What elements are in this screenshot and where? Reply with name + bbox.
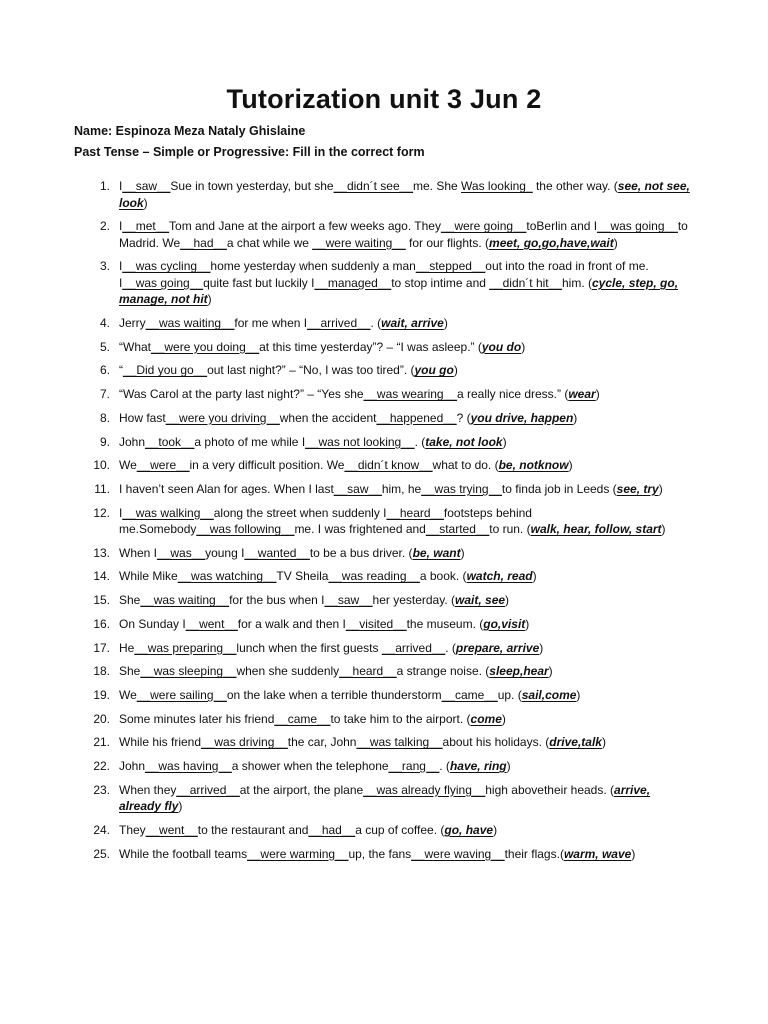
sentence-text: lunch when the first guests — [236, 640, 382, 655]
answer-blank: __started__ — [425, 522, 490, 537]
exercise-number: 23. — [93, 782, 110, 797]
sentence-text: How fast — [119, 410, 166, 425]
answer-blank: __Did you go__ — [123, 363, 208, 378]
sentence-text: young I — [205, 545, 245, 560]
sentence-text: out last night?” – “No, I was too tired”. ( — [207, 363, 415, 378]
answer-blank: __was already flying__ — [363, 782, 486, 797]
sentence-text: to be a bus driver. ( — [309, 545, 413, 560]
answer-blank: __were__ — [136, 458, 190, 473]
sentence-text: Tom and Jane at the airport a few weeks ago. They — [169, 219, 441, 234]
exercise-number: 11. — [94, 481, 110, 496]
answer-blank: Was looking_ — [461, 179, 533, 193]
exercise-item — [90, 505, 690, 538]
exercise-item — [90, 218, 690, 251]
sentence-text: for the bus when I — [229, 593, 325, 608]
sentence-text: what to do. ( — [432, 458, 499, 473]
answer-blank: __stepped__ — [415, 259, 486, 274]
answer-blank: __was waiting__ — [145, 316, 235, 331]
sentence-text: “What — [119, 339, 152, 354]
exercise-item — [90, 846, 690, 863]
exercise-item — [90, 663, 690, 680]
verb-hint: wait, arrive — [381, 316, 444, 331]
answer-blank: __was going__ — [122, 275, 204, 290]
exercise-number: 24. — [93, 822, 110, 837]
sentence-text: to finda job in Leeds ( — [501, 481, 617, 496]
exercise-number: 9. — [99, 434, 110, 449]
exercise-item — [90, 258, 690, 308]
sentence-text: ) — [521, 339, 526, 354]
sentence-text: a book. ( — [419, 569, 467, 584]
exercise-item — [90, 457, 690, 474]
sentence-text: ) — [573, 410, 578, 425]
sentence-text: ) — [532, 569, 537, 584]
exercise-number: 15. — [93, 593, 110, 608]
exercise-item — [90, 386, 690, 403]
exercise-number: 17. — [93, 640, 110, 655]
sentence-text: on the lake when a terrible thunderstorm — [226, 687, 442, 702]
verb-hint: you do — [481, 339, 522, 354]
sentence-text: ) — [178, 799, 183, 814]
exercise-item — [90, 687, 690, 704]
sentence-text: ) — [505, 593, 510, 608]
answer-blank: __saw__ — [333, 481, 382, 496]
sentence-text: at this time yesterday”? – “I was asleep.” ( — [259, 339, 482, 354]
answer-blank: __arrived__ — [176, 782, 240, 797]
sentence-text: I — [119, 179, 123, 193]
sentence-text: ) — [502, 434, 507, 449]
sentence-text: when she suddenly — [236, 664, 340, 679]
sentence-text: ? ( — [456, 410, 471, 425]
exercise-item — [90, 362, 690, 379]
exercise-number: 1. — [99, 179, 110, 193]
verb-hint: go,visit — [483, 616, 526, 631]
sentence-text: me. She — [413, 179, 462, 193]
verb-hint: wear — [568, 387, 596, 402]
sentence-text: their flags.( — [504, 846, 564, 861]
answer-blank: __was driving__ — [201, 735, 288, 750]
exercise-list — [90, 178, 690, 869]
exercise-item — [90, 711, 690, 728]
sentence-text: TV Sheila — [276, 569, 329, 584]
answer-blank: __wanted__ — [244, 545, 310, 560]
sentence-text: high abovetheir heads. ( — [485, 782, 615, 797]
exercise-number: 10. — [93, 458, 110, 473]
answer-blank: __was__ — [157, 545, 206, 560]
sentence-text: ) — [143, 195, 148, 210]
exercise-number: 4. — [99, 316, 110, 331]
sentence-text: ) — [631, 846, 636, 861]
sentence-text: I — [119, 505, 123, 520]
sentence-text: Jerry — [119, 316, 146, 331]
verb-hint: meet, go,go,have,wait — [489, 235, 614, 250]
sentence-text: She — [119, 664, 141, 679]
answer-blank: __was going__ — [597, 219, 678, 234]
sentence-text: We — [119, 458, 137, 473]
sentence-text: While Mike — [119, 569, 178, 584]
sentence-text: I — [119, 219, 123, 234]
sentence-text: her yesterday. ( — [372, 593, 456, 608]
answer-blank: __were warming__ — [247, 846, 349, 861]
sentence-text: to take him to the airport. ( — [330, 711, 471, 726]
exercise-number: 14. — [93, 569, 110, 584]
answer-blank: __was not looking__ — [305, 434, 415, 449]
exercise-item — [90, 178, 690, 211]
sentence-text: ) — [460, 545, 465, 560]
sentence-text: On Sunday I — [119, 616, 186, 631]
sentence-text: for our flights. ( — [405, 235, 490, 250]
sentence-text: for a walk and then I — [237, 616, 346, 631]
sentence-text: ) — [539, 640, 544, 655]
verb-hint: you drive, happen — [470, 410, 574, 425]
answer-blank: __was wearing__ — [363, 387, 457, 402]
verb-hint: cycle, step, go, manage, not hit — [119, 275, 679, 307]
exercise-item — [90, 434, 690, 451]
verb-hint: sail,come — [521, 687, 577, 702]
exercise-item — [90, 568, 690, 585]
sentence-text: ) — [661, 522, 666, 537]
answer-blank: __were waving__ — [411, 846, 505, 861]
answer-blank: __were waiting__ — [312, 235, 406, 250]
sentence-text: up, the fans — [348, 846, 412, 861]
exercise-number: 13. — [93, 545, 110, 560]
answer-blank: __saw__ — [122, 179, 171, 193]
sentence-text: . ( — [445, 640, 456, 655]
sentence-text: They — [119, 822, 146, 837]
verb-hint: go, have — [444, 822, 494, 837]
sentence-text: . ( — [370, 316, 382, 331]
verb-hint: warm, wave — [563, 846, 632, 861]
sentence-text: about his holidays. ( — [442, 735, 550, 750]
sentence-text: ) — [501, 711, 506, 726]
answer-blank: __arrived__ — [381, 640, 446, 655]
verb-hint: watch, read — [466, 569, 533, 584]
sentence-text: “ — [119, 363, 123, 378]
exercise-number: 16. — [93, 616, 110, 631]
answer-blank: __was cycling__ — [122, 259, 211, 274]
sentence-text: a strange noise. ( — [396, 664, 490, 679]
sentence-text: up. ( — [497, 687, 522, 702]
exercise-number: 25. — [93, 846, 110, 861]
sentence-text: I haven’t seen Alan for ages. When I last — [119, 481, 334, 496]
sentence-text: quite fast but luckily I — [203, 275, 315, 290]
answer-blank: __was waiting__ — [140, 593, 230, 608]
sentence-text: ) — [613, 235, 618, 250]
sentence-text: the car, John — [287, 735, 357, 750]
exercise-item — [90, 339, 690, 356]
verb-hint: be, want — [412, 545, 461, 560]
exercise-item — [90, 822, 690, 839]
sentence-text: While his friend — [119, 735, 202, 750]
sentence-text: a really nice dress.” ( — [456, 387, 569, 402]
instructions-line: Past Tense – Simple or Progressive: Fill in the correct form — [74, 145, 425, 159]
sentence-text: for me when I — [234, 316, 308, 331]
sentence-text: John — [119, 434, 146, 449]
sentence-text: I — [119, 259, 123, 274]
sentence-text: a cup of coffee. ( — [355, 822, 445, 837]
sentence-text: ) — [548, 664, 553, 679]
sentence-text: ) — [207, 292, 212, 307]
verb-hint: sleep,hear — [489, 664, 549, 679]
sentence-text: a shower when the telephone — [231, 758, 389, 773]
sentence-text: ) — [525, 616, 530, 631]
answer-blank: __came__ — [274, 711, 331, 726]
exercise-number: 12. — [93, 505, 110, 520]
answer-blank: __managed__ — [314, 275, 392, 290]
answer-blank: __was preparing__ — [134, 640, 237, 655]
sentence-text: ) — [601, 735, 606, 750]
sentence-text: ) — [453, 363, 458, 378]
sentence-text: . ( — [414, 434, 426, 449]
sentence-text: ) — [493, 822, 498, 837]
exercise-number: 22. — [93, 758, 110, 773]
sentence-text: ) — [568, 458, 573, 473]
exercise-item — [90, 592, 690, 609]
answer-blank: __was reading__ — [328, 569, 420, 584]
answer-blank: __met__ — [122, 219, 170, 234]
sentence-text: to stop intime and — [391, 275, 490, 290]
sentence-text: toBerlin and I — [526, 219, 598, 234]
exercise-item — [90, 616, 690, 633]
sentence-text: ) — [443, 316, 448, 331]
answer-blank: __saw__ — [324, 593, 373, 608]
exercise-number: 3. — [99, 259, 110, 274]
answer-blank: __were you doing__ — [151, 339, 260, 354]
sentence-text: when the accident — [279, 410, 377, 425]
answer-blank: __went__ — [145, 822, 198, 837]
sentence-text: Sue in town yesterday, but she — [170, 179, 334, 193]
sentence-text: . ( — [439, 758, 450, 773]
sentence-text: John — [119, 758, 146, 773]
verb-hint: see, try — [616, 481, 659, 496]
exercise-number: 8. — [99, 410, 110, 425]
exercise-item — [90, 758, 690, 775]
sentence-text: to the restaurant and — [197, 822, 309, 837]
verb-hint: come — [470, 711, 502, 726]
answer-blank: __was watching__ — [177, 569, 277, 584]
answer-blank: __didn´t hit__ — [489, 275, 562, 290]
answer-blank: __heard__ — [339, 664, 397, 679]
sentence-text: ) — [658, 481, 663, 496]
answer-blank: __didn´t know__ — [344, 458, 433, 473]
exercise-number: 19. — [93, 687, 110, 702]
verb-hint: prepare, arrive — [455, 640, 540, 655]
answer-blank: __was trying__ — [421, 481, 502, 496]
sentence-text: We — [119, 687, 137, 702]
sentence-text: “Was Carol at the party last night?” – “Yes she — [119, 387, 364, 402]
sentence-text: ) — [595, 387, 600, 402]
answer-blank: __were sailing__ — [136, 687, 227, 702]
verb-hint: take, not look — [425, 434, 503, 449]
exercise-number: 2. — [99, 219, 110, 234]
sentence-text: ) — [506, 758, 511, 773]
verb-hint: you go — [414, 363, 454, 378]
answer-blank: __were you driving__ — [165, 410, 280, 425]
exercise-number: 7. — [99, 387, 110, 402]
answer-blank: __rang__ — [388, 758, 440, 773]
student-name-line: Name: Espinoza Meza Nataly Ghislaine — [74, 124, 306, 138]
verb-hint: walk, hear, follow, start — [530, 522, 662, 537]
answer-blank: __was walking__ — [122, 505, 214, 520]
answer-blank: __had__ — [180, 235, 227, 250]
exercise-number: 18. — [93, 664, 110, 679]
sentence-text: out into the road in front of me. I — [119, 259, 649, 290]
sentence-text: him, he — [381, 481, 422, 496]
sentence-text: She — [119, 593, 141, 608]
sentence-text: While the football teams — [119, 846, 248, 861]
sentence-text: Some minutes later his friend — [119, 711, 275, 726]
sentence-text: When they — [119, 782, 177, 797]
exercise-item — [90, 410, 690, 427]
answer-blank: __was talking__ — [356, 735, 443, 750]
answer-blank: __visited__ — [345, 616, 407, 631]
verb-hint: drive,talk — [549, 735, 602, 750]
answer-blank: __was having__ — [145, 758, 232, 773]
verb-hint: be, notknow — [498, 458, 569, 473]
sentence-text: home yesterday when suddenly a man — [210, 259, 416, 274]
exercise-number: 20. — [93, 711, 110, 726]
verb-hint: wait, see — [455, 593, 506, 608]
exercise-item — [90, 640, 690, 657]
sentence-text: He — [119, 640, 135, 655]
sentence-text: in a very difficult position. We — [189, 458, 345, 473]
sentence-text: to Madrid. We — [119, 219, 688, 250]
answer-blank: __didn´t see__ — [333, 179, 414, 193]
exercise-item — [90, 734, 690, 751]
answer-blank: __went__ — [185, 616, 238, 631]
sentence-text: at the airport, the plane — [239, 782, 364, 797]
answer-blank: __heard__ — [386, 505, 444, 520]
sentence-text: to run. ( — [489, 522, 531, 537]
exercise-number: 5. — [99, 339, 110, 354]
answer-blank: __were going__ — [440, 219, 527, 234]
verb-hint: see, not see, look — [119, 179, 690, 210]
exercise-item — [90, 782, 690, 815]
sentence-text: a photo of me while I — [194, 434, 306, 449]
answer-blank: __came__ — [441, 687, 498, 702]
exercise-number: 21. — [93, 735, 110, 750]
sentence-text: footsteps behind me.Somebody — [119, 505, 532, 537]
sentence-text: When I — [119, 545, 158, 560]
verb-hint: have, ring — [449, 758, 507, 773]
answer-blank: __was sleeping__ — [140, 664, 237, 679]
sentence-text: me. I was frightened and — [294, 522, 426, 537]
answer-blank: __was following__ — [196, 522, 295, 537]
page-title: Tutorization unit 3 Jun 2 — [226, 84, 542, 114]
answer-blank: __had__ — [308, 822, 356, 837]
verb-hint: arrive, already fly — [119, 782, 651, 814]
exercise-item — [90, 545, 690, 562]
answer-blank: __happened__ — [376, 410, 457, 425]
sentence-text: the other way. ( — [532, 179, 618, 193]
exercise-number: 6. — [99, 363, 110, 378]
sentence-text: a chat while we — [226, 235, 313, 250]
sentence-text: him. ( — [562, 275, 592, 290]
sentence-text: along the street when suddenly I — [213, 505, 387, 520]
answer-blank: __arrived__ — [307, 316, 371, 331]
exercise-item — [90, 315, 690, 332]
exercise-item — [90, 481, 690, 498]
sentence-text: the museum. ( — [406, 616, 484, 631]
sentence-text: ) — [576, 687, 581, 702]
answer-blank: __took__ — [145, 434, 195, 449]
